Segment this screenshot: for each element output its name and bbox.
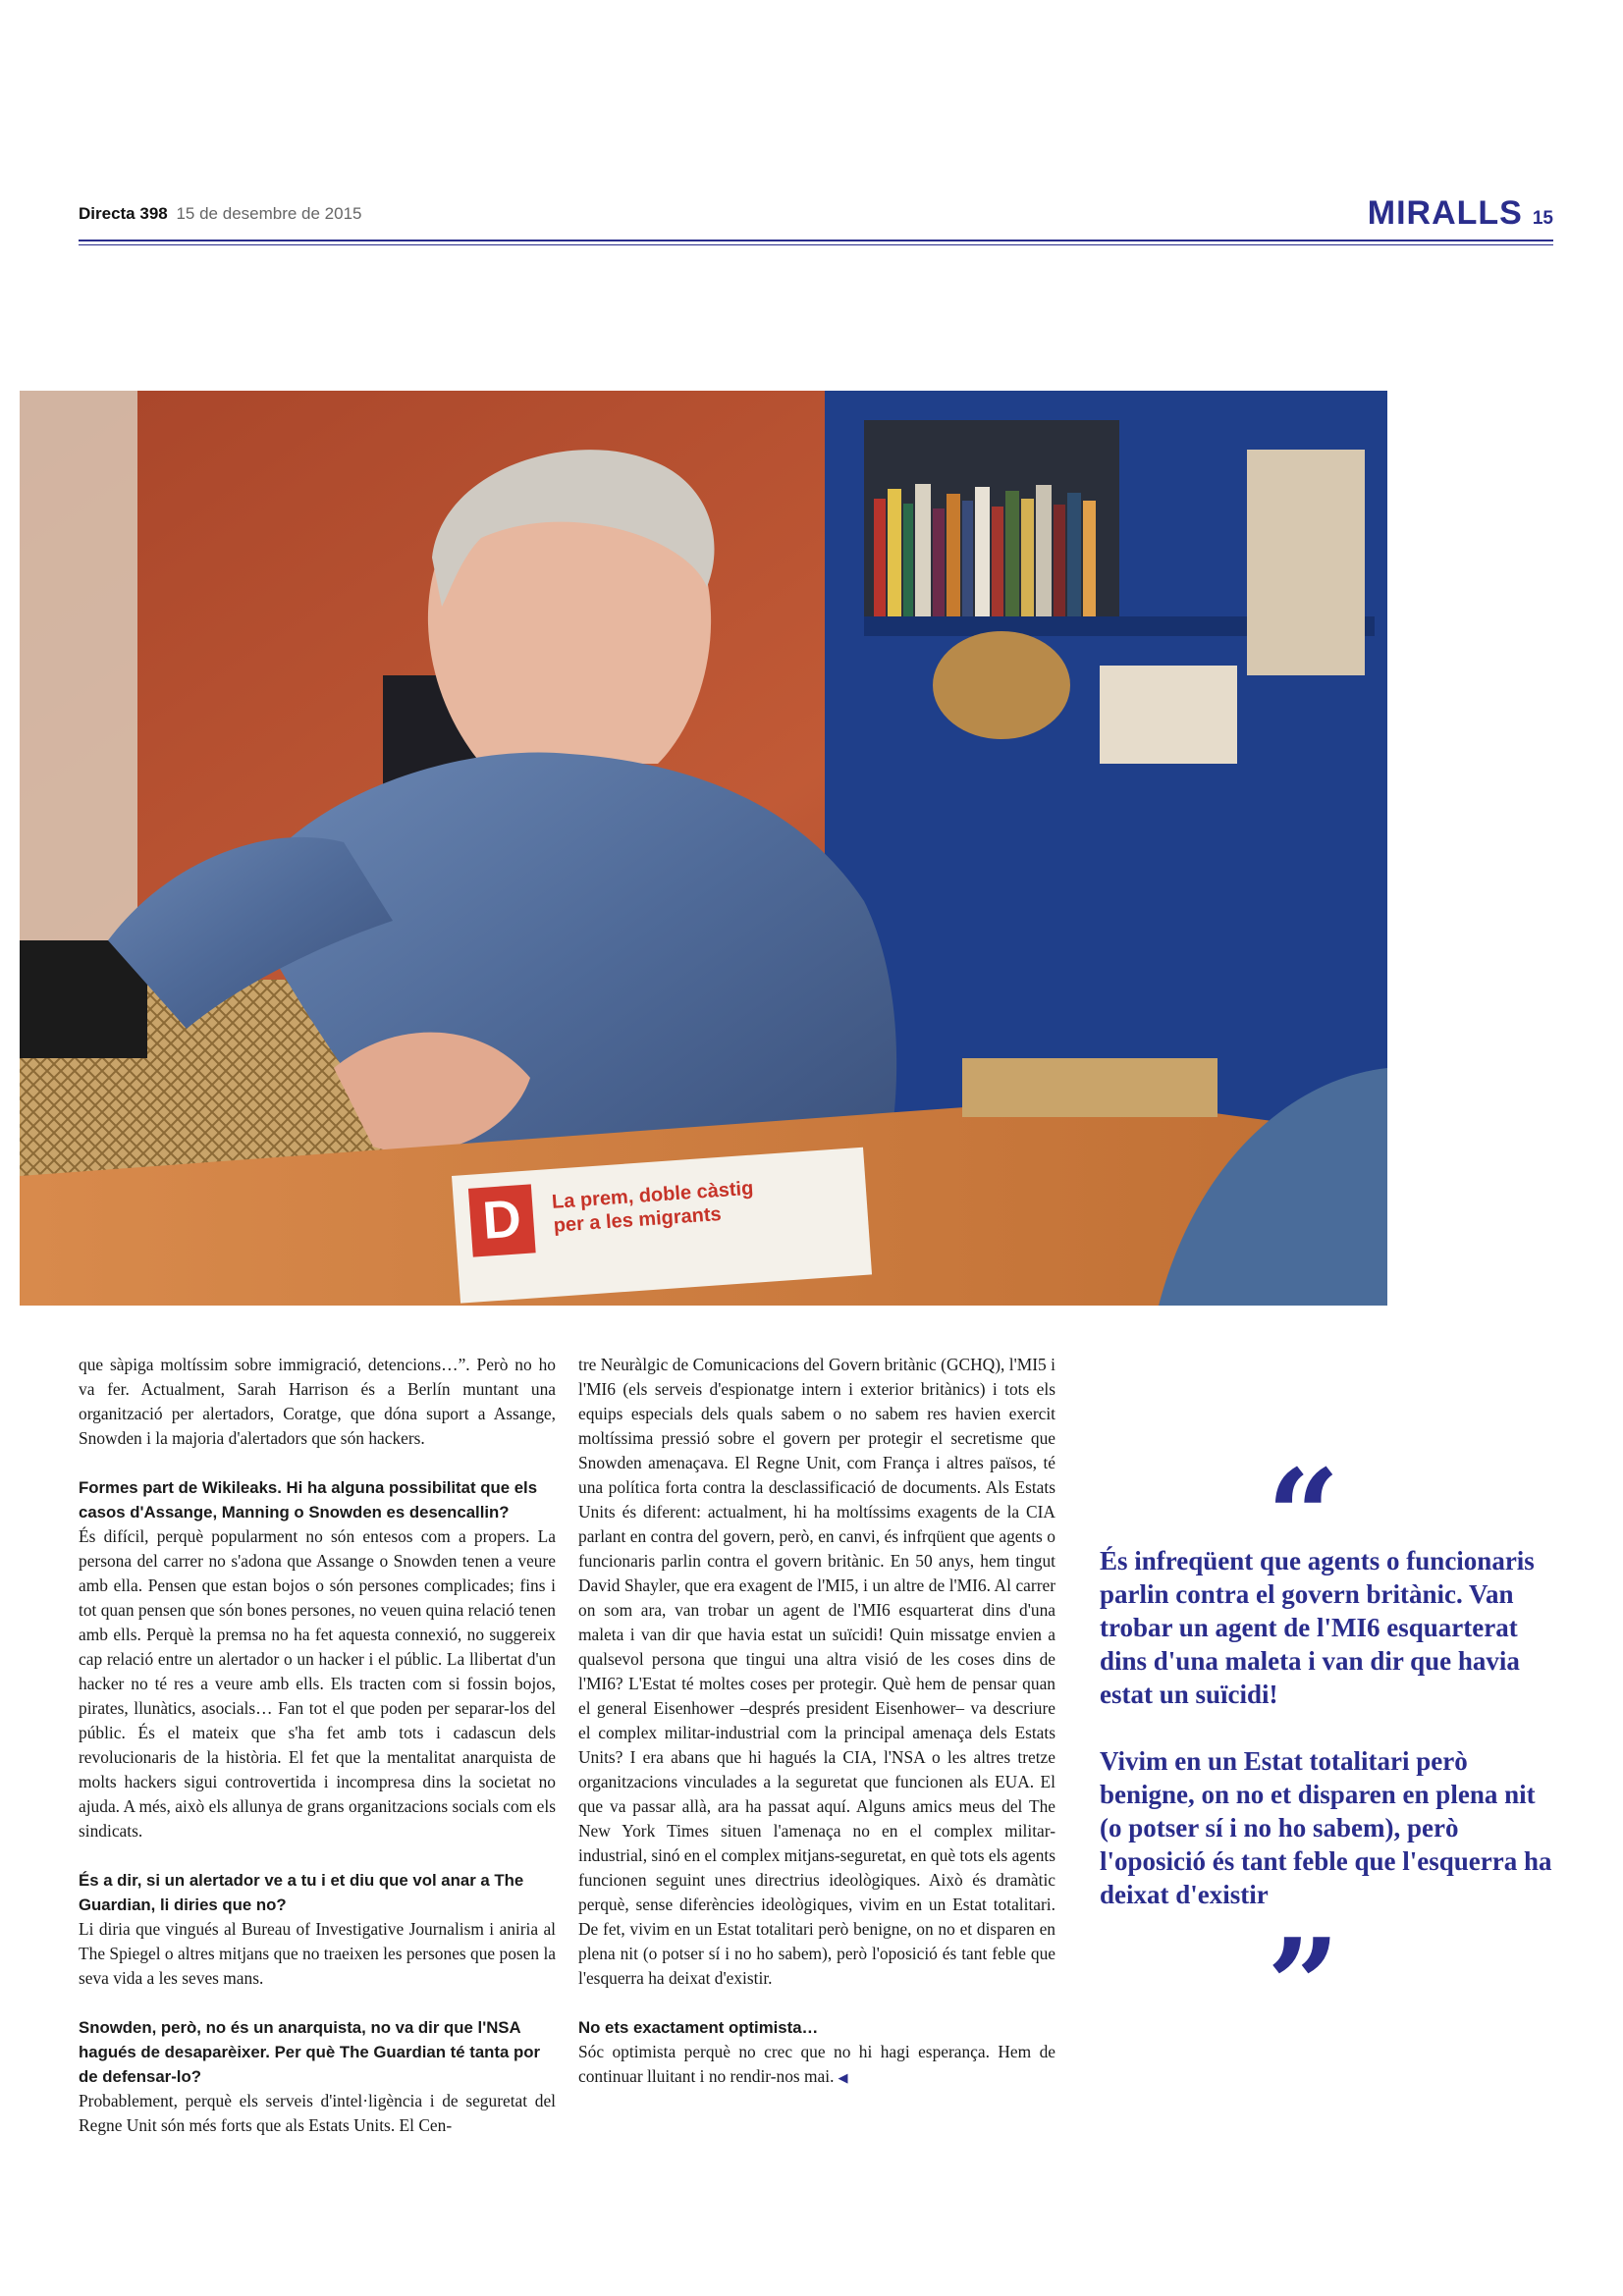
magazine-headline-1: La prem, doble càstig	[551, 1177, 755, 1213]
section-info	[1368, 194, 1553, 233]
magazine-headline-2: per a les migrants	[553, 1202, 723, 1237]
close-quote-icon: ”	[1267, 1910, 1340, 2060]
interview-question: Snowden, però, no és un anarquista, no va dir que l'NSA hagués de desaparèixer. Per què The Guardian té tanta por de defensar-lo?	[79, 2018, 541, 2086]
section-title: MIRALLS	[1367, 194, 1523, 232]
article-column-1	[79, 1353, 556, 2138]
issue-number: Directa 398	[79, 204, 168, 223]
photo-illustration	[20, 391, 1387, 1306]
pull-quote-paragraph: Vivim en un Estat totalitari però benigne, on no et disparen en plena nit (o potser sí i no ho sabem), però l'oposició és tant feble que l'esquerra ha deixat d'existir	[1100, 1746, 1552, 1909]
interview-question: No ets exactament optimista…	[578, 2018, 819, 2037]
magazine-logo: D	[480, 1189, 523, 1251]
open-quote-icon: “	[1267, 1441, 1340, 1591]
interview-photo	[20, 391, 1387, 1306]
interview-question: Formes part de Wikileaks. Hi ha alguna possibilitat que els casos d'Assange, Manning o Snowden es desencallin?	[79, 1478, 538, 1522]
header-rule-thin	[79, 244, 1553, 245]
end-of-article-icon: ◀	[838, 2070, 848, 2085]
interview-question: És a dir, si un alertador ve a tu i et diu que vol anar a The Guardian, li diries que no?	[79, 1871, 524, 1914]
page-header	[79, 194, 1553, 240]
page-number: 15	[1532, 208, 1553, 229]
interview-answer: Probablement, perquè els serveis d'intel·ligència i de seguretat del Regne Unit són més forts que als Estats Units. El Cen-	[79, 2091, 556, 2135]
issue-date: 15 de desembre de 2015	[176, 204, 362, 223]
interview-answer: tre Neuràlgic de Comunicacions del Govern britànic (GCHQ), l'MI5 i l'MI6 (els serveis d'espionatge intern i exterior britànics) i tots els equips especials dels quals sabem o no sabem res havien exercit moltíssima pressió sobre el govern per protegir el secretisme que Snowden amenaçava. El Regne Unit, com França i altres països, té una política forta contra la desclassificació de documents. Als Estats Units és diferent: actualment, hi ha moltíssims exagents de la CIA parlant en contra del govern, però, en canvi, és infrqüent que agents o funcionaris parlin contra el govern britànic. En 50 anys, hem tingut David Shayler, que era exagent de l'MI5, i un altre de l'MI6. Al carrer on som ara, van trobar un agent de l'MI6 esquarterat dins d'una maleta i van dir que havia estat un suïcidi! Quin missatge envien a qualsevol persona que tingui una altra visió de les coses dins de l'MI6? L'Estat té moltes coses per protegir. Què hem de pensar quan el general Eisenhower –després president Eisenhower– va descriure el complex militar-industrial com la principal amenaça dels Estats Units? I era abans que hi hagués la CIA, l'NSA o les altres tretze organitzacions vinculades a la seguretat que funcionen als EUA. El que va passar allà, ara ha passat aquí. Alguns amics meus del The New York Times situen l'amenaça no en el complex militar-industrial, sinó en el complex mitjans-seguretat, en què tots els agents funcionen seguint unes directrius ideològiques. Això és dramàtic perquè, sense diferències ideològiques, vivim en un Estat totalitari. De fet, vivim en un Estat totalitari però benigne, on no et disparen en plena nit (o potser sí i no ho sabem), però l'oposició és tant feble que l'esquerra ha deixat d'existir.	[578, 1355, 1055, 1988]
interview-answer: Li diria que vingués al Bureau of Investigative Journalism i aniria al The Spiegel o altres mitjans que no traeixen les persones que posen la seva vida a les seves mans.	[79, 1919, 556, 1988]
pull-quote	[1100, 1544, 1553, 1911]
header-rule	[79, 240, 1553, 241]
article-column-2	[578, 1353, 1055, 2090]
interview-answer	[578, 2040, 1055, 2090]
issue-info	[79, 204, 362, 224]
paragraph: que sàpiga moltíssim sobre immigració, detencions…”. Però no ho va fer. Actualment, Sarah Harrison és a Berlín muntant una organització per alertadors, Coratge, que dóna suport a Assange, Snowden i la majoria d'alertadors que són hackers.	[79, 1355, 556, 1448]
pull-quote-paragraph: És infreqüent que agents o funcionaris parlin contra el govern britànic. Van trobar un agent de l'MI6 esquarterat dins d'una maleta i van dir que havia estat un suïcidi!	[1100, 1546, 1535, 1709]
interview-answer: És difícil, perquè popularment no són entesos com a propers. La persona del carrer no s'adona que Assange o Snowden tenen a veure amb ella. Pensen que estan bojos o són persones complicades; fins i tot quan pensen que són bones persones, no veuen quina relació tenen amb ells. Perquè la premsa no ha fet aquesta connexió, no suggereix cap relació entre un alertador o un hacker i el públic. La llibertat d'un hacker no té res a veure amb ells. Els tracten com si fossin bojos, pirates, llunàtics, asocials… Fan tot el que poden per separar-los del públic. És el mateix que s'ha fet amb tots i cadascun dels revolucionaris de la història. El fet que la mentalitat anarquista de molts hackers sigui controvertida i incompresa dins la societat no ajuda. A més, això els allunya de grans organitzacions socials com els sindicats.	[79, 1526, 556, 1841]
answer-text: Sóc optimista perquè no crec que no hi hagi esperança. Hem de continuar lluitant i no rendir-nos mai.	[578, 2042, 1055, 2086]
